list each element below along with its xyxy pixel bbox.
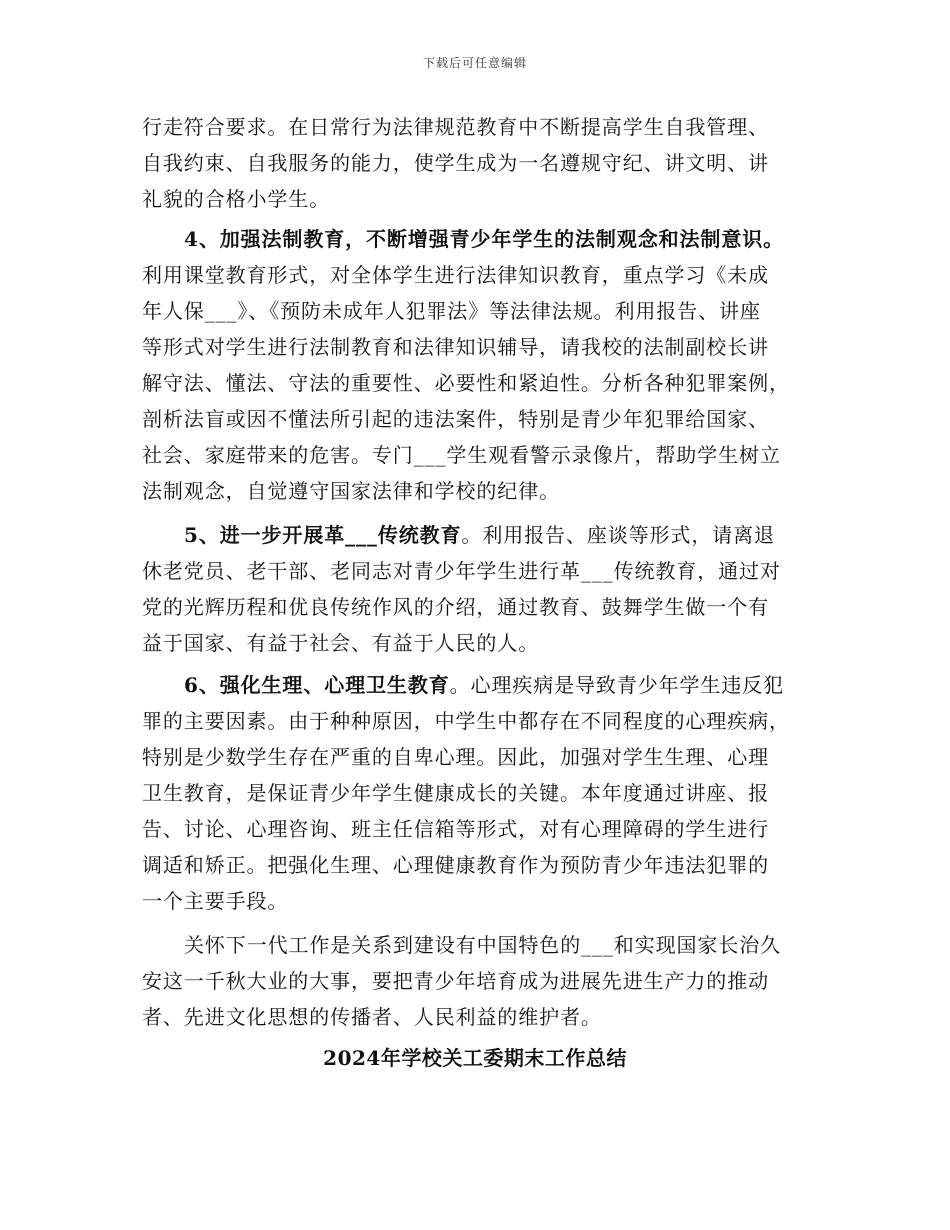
paragraph-line: 安这一千秋大业的大事，要把青少年培育成为进展先进生产力的推动: [142, 969, 769, 993]
paragraph-line: 行走符合要求。在日常行为法律规范教育中不断提高学生自我管理、: [142, 115, 769, 139]
paragraph-line: 社会、家庭带来的危害。专门___学生观看警示录像片，帮助学生树立: [142, 443, 781, 467]
paragraph-line: 年人保___》、《预防未成年人犯罪法》等法律法规。利用报告、讲座: [142, 299, 761, 323]
header-note: 下载后可任意编辑: [422, 56, 527, 70]
paragraph-line: 剖析法盲或因不懂法所引起的违法案件，特别是青少年犯罪给国家、: [142, 407, 769, 431]
section-heading-6: 6、强化生理、心理卫生教育。心理疾病是导致青少年学生违反犯: [184, 673, 785, 697]
paragraph-line: 自我约束、自我服务的能力，使学生成为一名遵规守纪、讲文明、讲: [142, 151, 769, 175]
paragraph-line: 关怀下一代工作是关系到建设有中国特色的___和实现国家长治久: [184, 933, 781, 957]
paragraph-line: 特别是少数学生存在严重的自卑心理。因此，加强对学生生理、心理: [142, 745, 769, 769]
paragraph-line: 一个主要手段。: [142, 889, 289, 913]
section-heading-5: 5、进一步开展革___传统教育。利用报告、座谈等形式，请离退: [184, 523, 775, 547]
paragraph-line: 罪的主要因素。由于种种原因，中学生中都存在不同程度的心理疾病，: [142, 709, 790, 733]
paragraph-line: 党的光辉历程和优良传统作风的介绍，通过教育、鼓舞学生做一个有: [142, 595, 769, 619]
section-title: 2024年学校关工委期末工作总结: [323, 1046, 627, 1070]
paragraph-line: 法制观念，自觉遵守国家法律和学校的纪律。: [142, 479, 560, 503]
paragraph-line: 者、先进文化思想的传播者、人民利益的维护者。: [142, 1005, 602, 1029]
paragraph-line: 益于国家、有益于社会、有益于人民的人。: [142, 631, 540, 655]
section-heading-4: 4、加强法制教育，不断增强青少年学生的法制观念和法制意识。: [184, 227, 785, 251]
paragraph-line: 解守法、懂法、守法的重要性、必要性和紧迫性。分析各种犯罪案例，: [142, 371, 790, 395]
paragraph-line: 利用课堂教育形式，对全体学生进行法律知识教育，重点学习《未成: [142, 263, 769, 287]
paragraph-line: 告、讨论、心理咨询、班主任信箱等形式，对有心理障碍的学生进行: [142, 817, 769, 841]
paragraph-line: 调适和矫正。把强化生理、心理健康教育作为预防青少年违法犯罪的: [142, 853, 769, 877]
paragraph-line: 休老党员、老干部、老同志对青少年学生进行革___传统教育，通过对: [142, 559, 781, 583]
paragraph-line: 卫生教育，是保证青少年学生健康成长的关键。本年度通过讲座、报: [142, 781, 769, 805]
paragraph-line: 等形式对学生进行法制教育和法律知识辅导，请我校的法制副校长讲: [142, 335, 769, 359]
paragraph-line: 礼貌的合格小学生。: [142, 187, 331, 211]
